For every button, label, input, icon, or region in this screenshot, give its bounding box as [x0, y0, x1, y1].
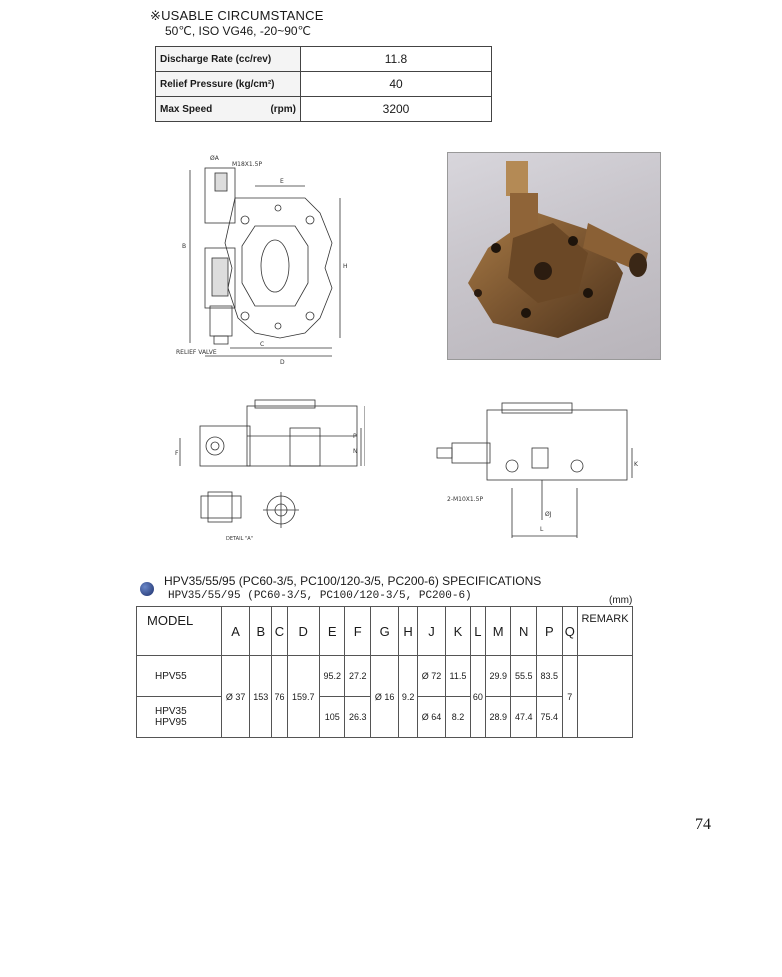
- header-q: Q: [562, 607, 577, 656]
- cell-d: 159.7: [287, 656, 319, 738]
- dim-label-h: H: [343, 263, 348, 270]
- spec-label: [156, 47, 301, 72]
- usable-conditions: 50℃, ISO VG46, -20~90℃: [165, 24, 312, 38]
- cell-p: 75.4: [537, 697, 563, 738]
- header-k: K: [446, 607, 471, 656]
- dim-label-a: ØA: [210, 155, 219, 162]
- header-a: A: [222, 607, 250, 656]
- gear-detail-drawing: [196, 488, 306, 548]
- pump-front-view-drawing: [160, 148, 350, 373]
- cell-p: 83.5: [537, 656, 563, 697]
- header-g: G: [371, 607, 399, 656]
- cell-j: Ø 72: [417, 656, 445, 697]
- dim-label-c: C: [260, 341, 265, 348]
- header-model: MODEL: [137, 607, 222, 656]
- spec-value: 11.8: [301, 47, 492, 72]
- header-h: H: [399, 607, 418, 656]
- dimensions-table: [136, 606, 633, 738]
- dim-label-e: E: [280, 178, 284, 185]
- model-cell: HPV35 HPV95: [137, 697, 222, 738]
- dim-label-l: L: [540, 526, 544, 533]
- spec-label: [156, 97, 301, 122]
- unit-label: (mm): [609, 595, 633, 606]
- spec-row: [156, 47, 492, 72]
- dim-label-d: D: [280, 359, 285, 366]
- header-e: E: [319, 607, 345, 656]
- table-row: [137, 656, 633, 697]
- spec-label-text: Relief Pressure (kg/cm²): [160, 78, 275, 90]
- usable-circumstance-title: ※USABLE CIRCUMSTANCE: [150, 8, 324, 23]
- cell-l: 60: [470, 656, 485, 738]
- spec-row: [156, 97, 492, 122]
- header-c: C: [272, 607, 287, 656]
- spec-label-text: Discharge Rate (cc/rev): [160, 53, 272, 65]
- cell-f: 26.3: [345, 697, 371, 738]
- dim-label-b: B: [182, 243, 187, 250]
- header-l: L: [470, 607, 485, 656]
- cell-j: Ø 64: [417, 697, 445, 738]
- cell-n: 47.4: [511, 697, 537, 738]
- spec-label: [156, 72, 301, 97]
- pump-top-view-drawing: [432, 398, 642, 546]
- pump-spec-table: [155, 46, 492, 122]
- header-remark: REMARK: [578, 607, 633, 656]
- cell-c: 76: [272, 656, 287, 738]
- spec-value: 3200: [301, 97, 492, 122]
- thread-label: M18X1.5P: [232, 161, 263, 168]
- header-d: D: [287, 607, 319, 656]
- pump-side-view-drawing: [175, 398, 365, 490]
- cell-f: 27.2: [345, 656, 371, 697]
- header-p: P: [537, 607, 563, 656]
- page-number: 74: [695, 816, 711, 833]
- spec-row: [156, 72, 492, 97]
- detail-a-label: DETAIL "A": [226, 536, 253, 542]
- cell-n: 55.5: [511, 656, 537, 697]
- cell-m: 28.9: [485, 697, 511, 738]
- specifications-heading: [140, 574, 640, 604]
- spec-label-text: Max Speed: [160, 103, 213, 115]
- bullet-icon: [140, 582, 154, 596]
- header-b: B: [250, 607, 272, 656]
- cell-q: 7: [562, 656, 577, 738]
- table-header-row: [137, 607, 633, 656]
- cell-remark: [578, 656, 633, 738]
- dim-label-k: K: [634, 461, 638, 468]
- cell-h: 9.2: [399, 656, 418, 738]
- header-n: N: [511, 607, 537, 656]
- cell-k: 8.2: [446, 697, 471, 738]
- header-m: M: [485, 607, 511, 656]
- model-cell: HPV55: [137, 656, 222, 697]
- pump-photo: [447, 152, 661, 360]
- dim-label-f: F: [175, 450, 179, 457]
- dim-label-n: N: [353, 448, 358, 455]
- dim-label-j: ØJ: [545, 511, 552, 518]
- cell-b: 153: [250, 656, 272, 738]
- specifications-title: HPV35/55/95 (PC60-3/5, PC100/120-3/5, PC200-6) SPECIFICATIONS: [164, 574, 542, 588]
- cell-m: 29.9: [485, 656, 511, 697]
- cell-k: 11.5: [446, 656, 471, 697]
- header-f: F: [345, 607, 371, 656]
- spec-unit-text: (rpm): [270, 103, 296, 115]
- cell-e: 95.2: [319, 656, 345, 697]
- cell-a: Ø 37: [222, 656, 250, 738]
- specifications-subtitle: HPV35/55/95 (PC60-3/5, PC100/120-3/5, PC200-6): [168, 590, 472, 602]
- thread-label-2: 2-M10X1.5P: [447, 496, 484, 503]
- relief-valve-label: RELIEF VALVE: [176, 349, 217, 356]
- cell-e: 105: [319, 697, 345, 738]
- spec-value: 40: [301, 72, 492, 97]
- header-j: J: [417, 607, 445, 656]
- pump-photo-illustration: [448, 153, 660, 359]
- cell-g: Ø 16: [371, 656, 399, 738]
- dim-label-p: P: [353, 433, 357, 440]
